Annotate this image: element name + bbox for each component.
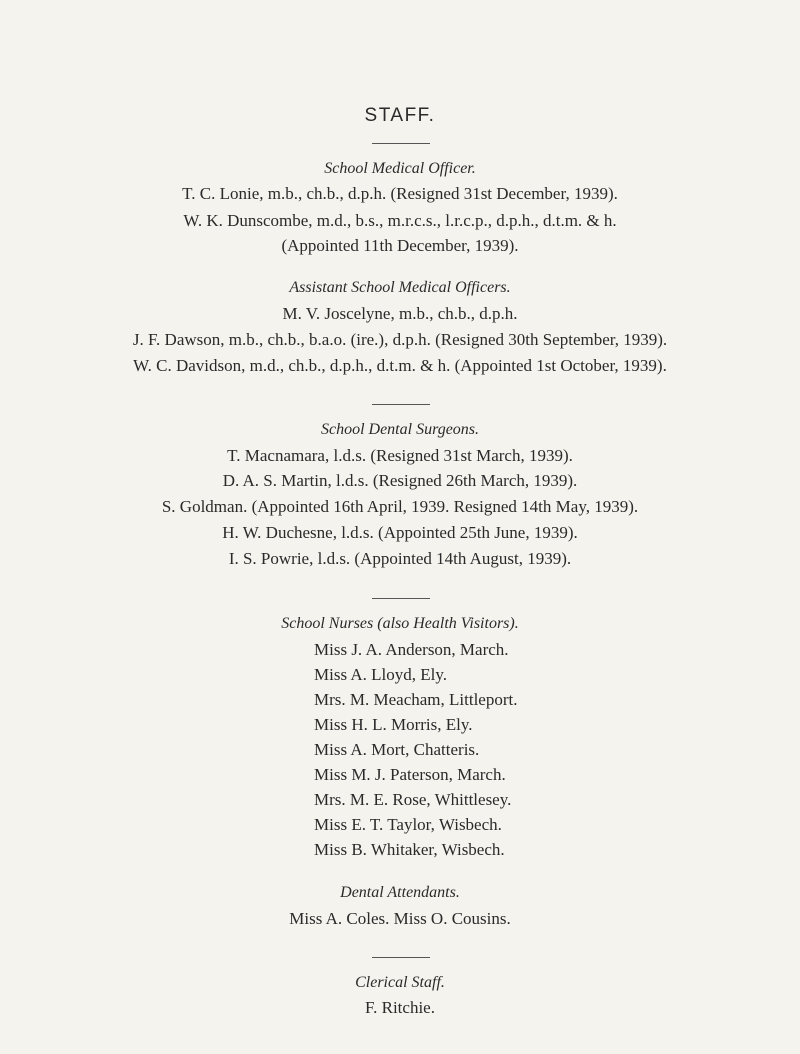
- dental-surgeons-heading: School Dental Surgeons.: [320, 421, 480, 438]
- nurse-line: Miss A. Mort, Chatteris.: [314, 740, 480, 759]
- dental-attendants-heading: Dental Attendants.: [340, 884, 460, 901]
- nurse-line: Mrs. M. Meacham, Littleport.: [314, 690, 518, 709]
- assistant-officer-line: M. V. Joscelyne, m.b., ch.b., d.p.h.: [282, 304, 518, 323]
- dental-surgeon-line: D. A. S. Martin, l.d.s. (Resigned 26th March, 1939).: [222, 471, 578, 490]
- medical-officer-line: T. C. Lonie, m.b., ch.b., d.p.h. (Resigned 31st December, 1939).: [182, 184, 618, 203]
- assistant-medical-officers-heading: Assistant School Medical Officers.: [289, 279, 511, 296]
- dental-surgeon-line: H. W. Duchesne, l.d.s. (Appointed 25th June, 1939).: [222, 523, 578, 542]
- clerical-staff-heading: Clerical Staff.: [355, 974, 445, 991]
- medical-officer-line: W. K. Dunscombe, m.d., b.s., m.r.c.s., l.r.c.p., d.p.h., d.t.m. & h.: [183, 211, 617, 230]
- dental-surgeon-line: S. Goldman. (Appointed 16th April, 1939. Resigned 14th May, 1939).: [161, 497, 639, 516]
- school-medical-officer-heading: School Medical Officer.: [324, 160, 476, 177]
- nurse-line: Miss J. A. Anderson, March.: [314, 640, 509, 659]
- medical-officer-line: (Appointed 11th December, 1939).: [281, 236, 519, 255]
- nurse-line: Miss H. L. Morris, Ely.: [314, 715, 473, 734]
- page-title: STAFF.: [364, 105, 436, 126]
- assistant-officer-line: W. C. Davidson, m.d., ch.b., d.p.h., d.t.m. & h. (Appointed 1st October, 1939).: [133, 356, 667, 375]
- divider: [372, 143, 430, 144]
- dental-attendants-line: Miss A. Coles. Miss O. Cousins.: [289, 909, 511, 928]
- nurse-line: Miss M. J. Paterson, March.: [314, 765, 506, 784]
- divider: [372, 957, 430, 958]
- nurse-line: Miss E. T. Taylor, Wisbech.: [314, 815, 502, 834]
- dental-surgeon-line: I. S. Powrie, l.d.s. (Appointed 14th August, 1939).: [228, 549, 572, 568]
- assistant-officer-line: J. F. Dawson, m.b., ch.b., b.a.o. (ire.), d.p.h. (Resigned 30th September, 1939).: [132, 330, 668, 349]
- nurse-line: Miss B. Whitaker, Wisbech.: [314, 840, 505, 859]
- divider: [372, 598, 430, 599]
- school-nurses-heading: School Nurses (also Health Visitors).: [281, 615, 519, 632]
- nurse-line: Miss A. Lloyd, Ely.: [314, 665, 448, 684]
- dental-surgeon-line: T. Macnamara, l.d.s. (Resigned 31st March, 1939).: [227, 446, 573, 465]
- clerical-staff-line: F. Ritchie.: [365, 998, 435, 1017]
- nurse-line: Mrs. M. E. Rose, Whittlesey.: [314, 790, 512, 809]
- divider: [372, 404, 430, 405]
